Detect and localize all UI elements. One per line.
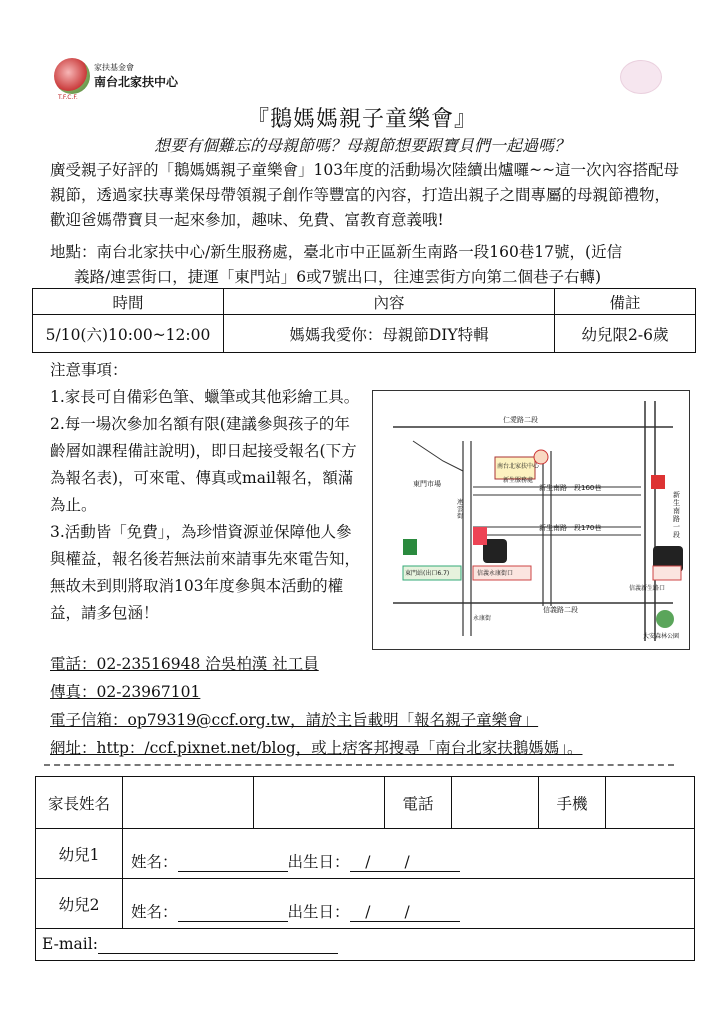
parent-name-label: 家長姓名 bbox=[36, 777, 123, 829]
map-bus-stop-2: 信義新生路口 bbox=[629, 585, 666, 592]
phone-field[interactable] bbox=[452, 777, 539, 829]
org-small-label: 家扶基金會 bbox=[94, 63, 134, 72]
email-label: E-mail: bbox=[42, 935, 98, 953]
phone-label: 電話 bbox=[385, 777, 452, 829]
parent-name-field[interactable] bbox=[123, 777, 254, 829]
schedule-header-time: 時間 bbox=[33, 289, 224, 315]
map-road-bottom: 信義路二段 bbox=[543, 606, 578, 614]
contact-fax: 傳真：02-23967101 bbox=[50, 683, 201, 701]
globe-logo-icon bbox=[54, 58, 90, 94]
mobile-label: 手機 bbox=[539, 777, 606, 829]
mobile-field[interactable] bbox=[606, 777, 695, 829]
child1-birth-label: 出生日： bbox=[287, 852, 350, 871]
notes-title: 注意事項： bbox=[50, 361, 128, 379]
registration-form bbox=[35, 776, 695, 961]
child1-row bbox=[123, 829, 695, 879]
intro-paragraph: 廣受親子好評的「鵝媽媽親子童樂會」103年度的活動場次陸續出爐囉~~這一次內容搭配母親節，透過家扶專業保母帶領親子創作等豐富的內容，打造出親子之間專屬的母親節禮物，歡迎爸媽帶寶貝一起來參加，趣味、免費、富教育意義哦! bbox=[50, 161, 680, 229]
schedule-time: 5/10(六)10:00~12:00 bbox=[33, 315, 224, 353]
child2-row bbox=[123, 879, 695, 929]
email-row bbox=[36, 929, 695, 961]
child2-birth-label: 出生日： bbox=[287, 902, 350, 921]
note-item: 1.家長可自備彩色筆、蠟筆或其他彩繪工具。 bbox=[50, 388, 360, 406]
child2-name-field[interactable] bbox=[178, 903, 288, 922]
email-field[interactable] bbox=[98, 935, 338, 954]
map-bus-stop-1: 信義永康街口 bbox=[477, 570, 514, 577]
address-line-2: 義路/連雲街口，捷運「東門站」6或7號出口，往連雲街方向第二個巷子右轉) bbox=[74, 268, 601, 286]
map-road-top: 仁愛路二段 bbox=[503, 416, 538, 424]
child1-name-field[interactable] bbox=[178, 853, 288, 872]
child1-birth-field[interactable]: // bbox=[350, 853, 460, 872]
schedule-note: 幼兒限2-6歲 bbox=[555, 315, 696, 353]
map-center-label: 南台北家扶中心 bbox=[497, 463, 540, 470]
page-title: 『鵝媽媽親子童樂會』 bbox=[246, 107, 477, 132]
child1-name-label: 姓名： bbox=[131, 852, 178, 871]
child2-label: 幼兒2 bbox=[36, 879, 123, 929]
child1-label: 幼兒1 bbox=[36, 829, 123, 879]
contact-website: 網址：http：/ccf.pixnet.net/blog，或上痞客邦搜尋「南台北家扶鵝媽媽」。 bbox=[50, 739, 583, 757]
child2-birth-field[interactable]: // bbox=[350, 903, 460, 922]
map-lane170: 新生南路一段170巷 bbox=[539, 524, 602, 532]
parent-name-field-2[interactable] bbox=[254, 777, 385, 829]
map-yongkang-st: 永康街 bbox=[473, 615, 492, 622]
location-map bbox=[372, 390, 690, 650]
contact-phone: 電話：02-23516948 洽吳柏漢 社工員 bbox=[50, 655, 319, 673]
map-lane160: 新生南路一段160巷 bbox=[539, 484, 602, 492]
child2-name-label: 姓名： bbox=[131, 902, 178, 921]
schedule-header-note: 備註 bbox=[555, 289, 696, 315]
decorative-emblem-icon bbox=[620, 60, 662, 94]
map-mrt-station: 東門站(出口6.7) bbox=[405, 570, 450, 577]
page-subtitle: 想要有個難忘的母親節嗎？母親節想要跟寶貝們一起過嗎？ bbox=[153, 136, 570, 155]
notes-list bbox=[50, 384, 360, 627]
org-abbr: T.F.C.F. bbox=[58, 94, 78, 101]
map-office-label: 新生服務處 bbox=[503, 477, 534, 484]
org-logo bbox=[54, 58, 204, 101]
org-name: 南台北家扶中心 bbox=[94, 75, 179, 89]
schedule-header-content: 內容 bbox=[224, 289, 555, 315]
schedule-content: 媽媽我愛你：母親節DIY特輯 bbox=[224, 315, 555, 353]
address-line-1: 地點：南台北家扶中心/新生服務處，臺北市中正區新生南路一段160巷17號，(近信 bbox=[50, 243, 623, 261]
cut-line bbox=[44, 764, 674, 766]
contact-email: 電子信箱：op79319@ccf.org.tw，請於主旨載明「報名親子童樂會」 bbox=[50, 711, 539, 729]
map-right-road: 新生南路一段 bbox=[673, 491, 680, 539]
note-item: 2.每一場次參加名額有限(建議參與孩子的年齡層如課程備註說明)，即日起接受報名(下方為報名表)，可來電、傳真或mail報名，額滿為止。 bbox=[50, 415, 357, 514]
schedule-table bbox=[32, 288, 696, 353]
note-item: 3.活動皆「免費」，為珍惜資源並保障他人參與權益，報名後若無法前來請事先來電告知，無故未到則將取消103年度參與本活動的權益，請多包涵！ bbox=[50, 523, 361, 622]
map-park: 大安森林公園 bbox=[643, 633, 680, 640]
map-dongmen-market: 東門市場 bbox=[413, 480, 441, 488]
map-drawing bbox=[373, 391, 689, 649]
map-lianyun-st: 連雲街 bbox=[457, 499, 464, 520]
